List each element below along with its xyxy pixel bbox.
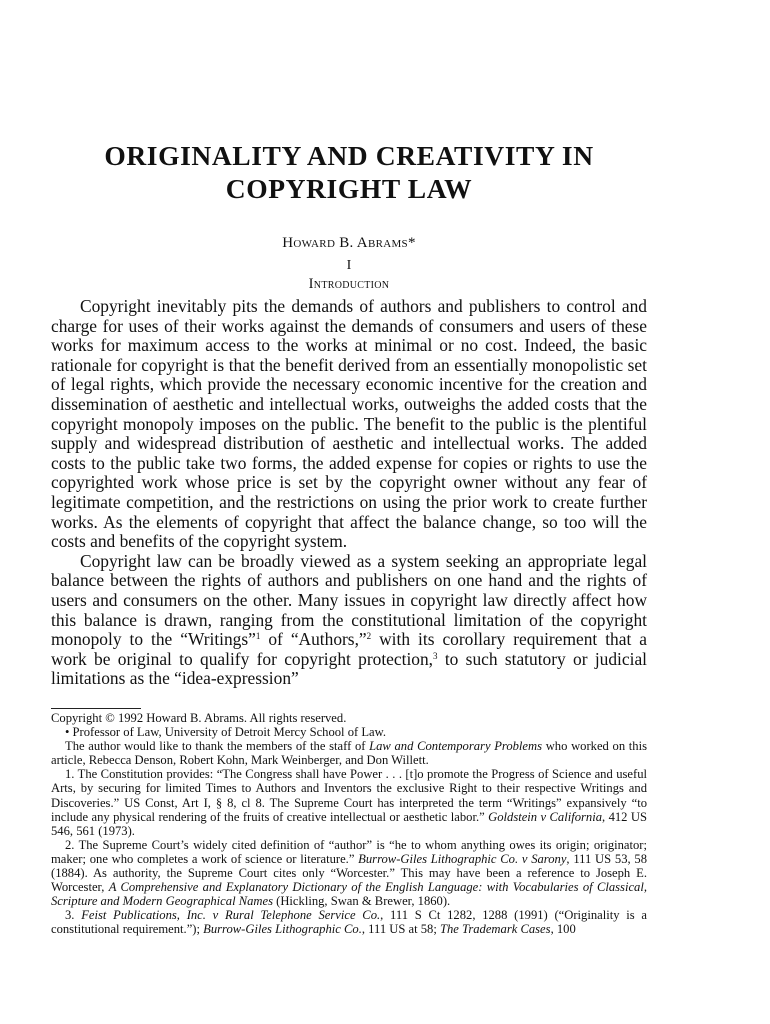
copyright-notice: Copyright © 1992 Howard B. Abrams. All rights reserved. bbox=[51, 711, 347, 725]
author-byline: Howard B. Abrams* bbox=[282, 235, 416, 251]
footnote-2: 2. The Supreme Court’s widely cited definition of “author” is “he to whom anything owes its origin; originator; maker; one who completes a work of science or literature.” Burrow-Giles Lithographic Co. v Sarony, 111 US 53, 58 (1884). As authority, the Supreme Court cites only “Worcester.” This may have been a reference to Joseph E. Worcester, A Comprehensive and Explanatory Dictionary of the English Language: with Vocabularies of Classical, Scripture and Modern Geographical Names (Hickling, Swan & Brewer, 1860). bbox=[51, 837, 647, 909]
footnote-3: 3. Feist Publications, Inc. v Rural Telephone Service Co., 111 S Ct 1282, 1288 (1991) (“Originality is a constitutional requirement.”); Burrow-Giles Lithographic Co., 111 US at 58; The Trademark Cases, 100 bbox=[51, 908, 648, 937]
paragraph-2: Copyright law can be broadly viewed as a system seeking an appropriate legal balance between the rights of authors and publishers on one hand and the rights of users and consumers on the other. Many issues in copyright law directly affect how this balance is drawn, ranging from the constitutional limitation of the copyright monopoly to the “Writings”$^1$ of “Authors,”$^2$ with its corollary requirement that a work be original to qualify for copyright protection,$^3$ to such statutory or judicial limitations as the “idea-expression” bbox=[51, 550, 647, 689]
title-line-2: COPYRIGHT LAW bbox=[225, 173, 473, 204]
footnote-1: 1. The Constitution provides: “The Congress shall have Power . . . [t]o promote the Progress of Science and useful Arts, by securing for limited Times to Authors and Inventors the exclusive Right to their respective Writings and Discoveries.” US Const, Art I, § 8, cl 8. The Supreme Court has interpreted the term “Writings” expansively “to include any physical rendering of the fruits of creative intellectual or aesthetic labor.” Goldstein v California, 412 US 546, 561 (1973). bbox=[51, 767, 647, 838]
footnotes bbox=[51, 711, 647, 937]
footnote-ref-1[interactable]: 1 bbox=[255, 631, 261, 642]
footnote-divider bbox=[51, 708, 141, 709]
paragraph-1: Copyright inevitably pits the demands of authors and publishers to control and charge for uses of their works against the demands of consumers and users of these works for maximum access to the works at minimal or no cost. Indeed, the basic rationale for copyright is that the benefit derived from an essentially monopolistic set of legal rights, which provide the necessary economic incentive for the creation and dissemination of aesthetic and intellectual works, outweighs the added costs that the copyright monopoly imposes on the public. The benefit to the public is the plentiful supply and widespread distribution of aesthetic and intellectual works. The added costs to the public take two forms, the added expense for copies or rights to use the copyrighted work whose price is set by the copyright owner without any fear of legitimate competition, and the restrictions on using the prior work to create further works. As the elements of copyright that affect the balance change, so too will the costs and benefits of the copyright system. bbox=[51, 296, 647, 552]
body-text bbox=[51, 297, 647, 689]
footnote-acknowledgments: The author would like to thank the members of the staff of Law and Contemporary Problems who worked on this article, Rebecca Denson, Robert Kohn, Mark Weinberger, and Don Willett. bbox=[51, 739, 647, 768]
title-line-1: ORIGINALITY AND CREATIVITY IN bbox=[104, 140, 594, 171]
footnote-author: • Professor of Law, University of Detroit Mercy School of Law. bbox=[65, 725, 387, 740]
section-heading: Introduction bbox=[308, 276, 390, 292]
footnote-ref-3[interactable]: 3 bbox=[433, 650, 438, 661]
section-number: I bbox=[346, 258, 352, 273]
article-title bbox=[51, 139, 647, 205]
footnote-ref-2[interactable]: 2 bbox=[366, 631, 372, 642]
